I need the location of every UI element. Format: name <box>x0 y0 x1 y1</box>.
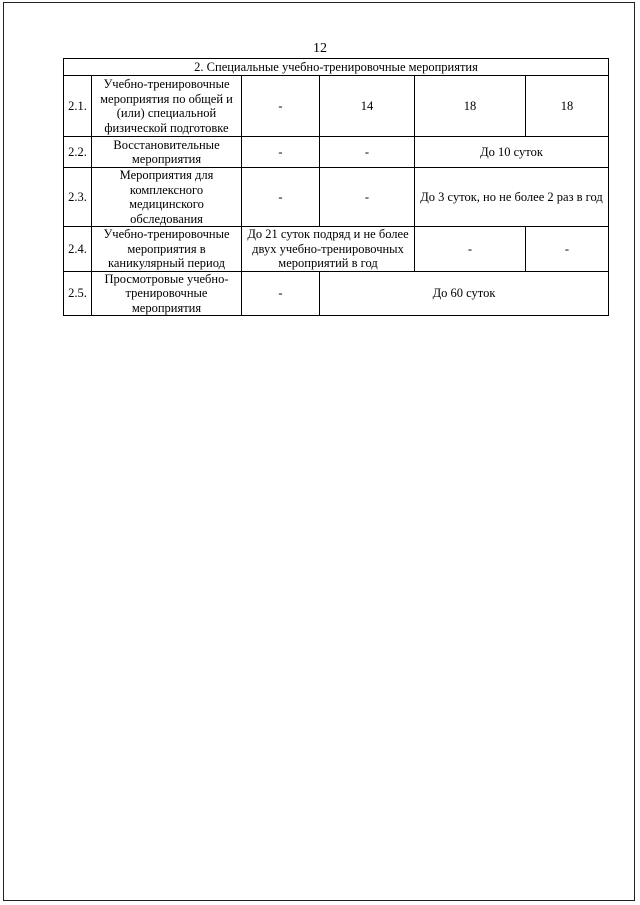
table-row <box>64 76 609 137</box>
row-number: 2.4. <box>64 227 92 272</box>
cell-value-merged: До 21 суток подряд и не более двух учебно-тренировочных мероприятий в год <box>242 227 415 272</box>
cell-value-merged: До 3 суток, но не более 2 раз в год <box>415 168 609 227</box>
cell-value: - <box>415 227 526 272</box>
row-name: Просмотровые учебно-тренировочные мероприятия <box>92 271 242 316</box>
row-name: Учебно-тренировочные мероприятия в каникулярный период <box>92 227 242 272</box>
row-number: 2.2. <box>64 137 92 168</box>
table-row <box>64 137 609 168</box>
table-row <box>64 227 609 272</box>
table-row <box>64 271 609 316</box>
cell-value: - <box>242 168 320 227</box>
schedule-table <box>63 58 609 316</box>
cell-value: 18 <box>415 76 526 137</box>
row-number: 2.1. <box>64 76 92 137</box>
section-title: 2. Специальные учебно-тренировочные мероприятия <box>64 59 609 76</box>
cell-value: - <box>320 137 415 168</box>
cell-value-merged: До 10 суток <box>415 137 609 168</box>
cell-value: - <box>242 76 320 137</box>
row-name: Учебно-тренировочные мероприятия по общей и (или) специальной физической подготовке <box>92 76 242 137</box>
row-name: Восстановительные мероприятия <box>92 137 242 168</box>
section-header-row <box>64 59 609 76</box>
cell-value: - <box>242 271 320 316</box>
cell-value: 14 <box>320 76 415 137</box>
page-number: 12 <box>313 41 327 56</box>
cell-value-merged: До 60 суток <box>320 271 609 316</box>
cell-value: 18 <box>526 76 609 137</box>
row-number: 2.3. <box>64 168 92 227</box>
table-row <box>64 168 609 227</box>
cell-value: - <box>242 137 320 168</box>
cell-value: - <box>320 168 415 227</box>
cell-value: - <box>526 227 609 272</box>
row-number: 2.5. <box>64 271 92 316</box>
row-name: Мероприятия для комплексного медицинского обследования <box>92 168 242 227</box>
